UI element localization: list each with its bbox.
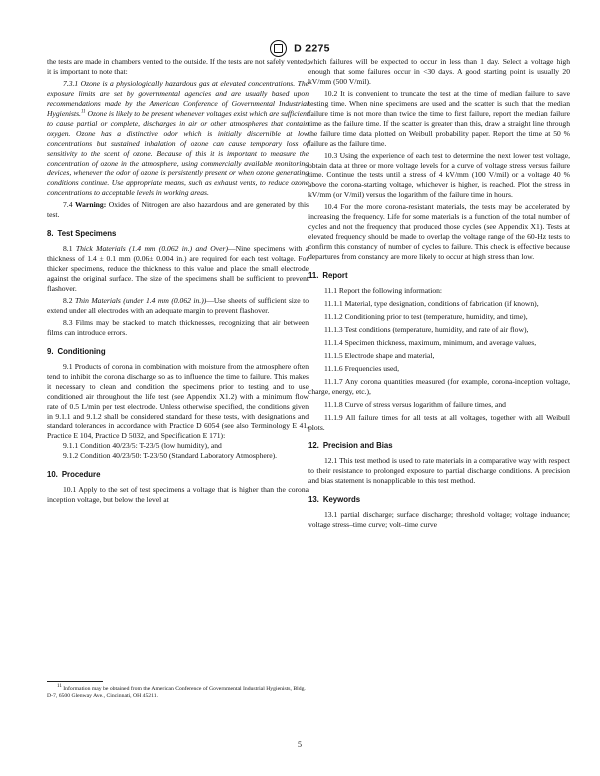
paragraph-9-1: 9.1 Products of corona in combination with moisture from the atmosphere often tend to inhibit the corona discharge so as to influence the time to failure. This makes it necessary to clean and condition the specimens prior to testing and to use conditioned air throughout the life test (see Appendix X1.2) with a minimum flow rate of 0.5 L/min per test electrode. Unless otherwise specified, the conditions given in 9.1.1 and 9.1.2 shall be considered standard for these tests, with designations and standard tolerances in accordance with Practice D 6054 (see also Terminology E 41, Practice E 104, Practice D 5032, and Specification E 171): — [47, 361, 309, 441]
paragraph-9-1-2: 9.1.2 Condition 40/23/50: T-23/50 (Standard Laboratory Atmosphere). — [63, 451, 278, 461]
section-heading-9 — [47, 347, 309, 357]
paragraph-10-1-cont: which failures will be expected to occur in less than 1 day. Select a voltage high enough that some failures occur in <30 days. A good starting point is usually 20 kV/mm (500 V/mil). — [308, 57, 570, 86]
paragraph-10-3: 10.3 Using the experience of each test to determine the next lower test voltage, obtain data at three or more voltage levels for a curve of voltage stress versus failure time. Continue the tests until a stress of 4 kV/mm (100 V/mil) or a voltage 40 % above the corona-starting voltage, whichever is higher, is reached. Plot the stress in kV/mm (or V/mil) versus the logarithm of the failure time in hours. — [308, 150, 570, 200]
paragraph-8-1 — [47, 244, 309, 294]
heading-title: Procedure — [61, 470, 101, 480]
paragraph-7-4 — [47, 200, 309, 220]
paragraph-9-1-1: 9.1.1 Condition 40/23/5: T-23/5 (low humidity), and — [63, 441, 222, 451]
paragraph-10-4: 10.4 For the more corona-resistant materials, the tests may be accelerated by increasing the frequency. Life for some materials is a function of the total number of cycles and not the frequency that produced those cycles (see Appendix X1). Tests at elevated frequency should be made to overlap the voltage range of the 60-Hz tests to confirm this constancy of number of cycles to failure. This check is effective because departures from constancy are more likely to occur at high stress than low. — [308, 202, 570, 262]
p74-rest: Oxides of Nitrogen are also hazardous and are generated by this test. — [47, 200, 310, 220]
paragraph-11-1-4: 11.1.4 Specimen thickness, maximum, minimum, and average values, — [324, 337, 537, 347]
paragraph-11-1-2: 11.1.2 Conditioning prior to test (temperature, humidity, and time), — [324, 311, 528, 321]
p82-rest: —Use sheets of sufficient size to extend under all electrodes with an adequate margin to prevent flashover. — [47, 295, 310, 315]
paragraph-13-1: 13.1 partial discharge; surface discharge; threshold voltage; voltage induance; voltage stress–time curve; volt–time curve — [308, 510, 570, 530]
p731-rest: Ozone is likely to be present whenever voltages exist which are sufficient to cause partial or complete, discharges in air or other atmospheres that contain oxygen. Ozone has a distinctive odor which is initially discernible at low concentrations but sustained inhalation of ozone can cause temporary loss of sensitivity to the scent of ozone. Because of this it is important to measure the concentration of ozone in the atmosphere, using commercially available monitoring devices, whenever the odor of ozone is persistently present or when ozone generating conditions continue. Use appropriate means, such as exhaust vents, to reduce ozone concentrations to acceptable levels in working areas. — [47, 108, 309, 198]
paragraph-11-1-1: 11.1.1 Material, type designation, conditions of fabrication (if known), — [324, 298, 539, 308]
footnote-ref: 11 — [80, 109, 86, 115]
heading-number: 10. — [47, 470, 58, 480]
p74-label: 7.4 — [63, 200, 73, 210]
heading-title: Test Specimens — [57, 229, 117, 239]
paragraph-11-1: 11.1 Report the following information: — [324, 286, 443, 296]
heading-number: 9. — [47, 346, 54, 356]
paragraph-10-1: 10.1 Apply to the set of test specimens a voltage that is higher than the corona inception voltage, but below the level at — [47, 485, 309, 505]
paragraph-11-1-7: 11.1.7 Any corona quantities measured (for example, corona-inception voltage, charge, energy, etc.), — [308, 376, 570, 396]
heading-number: 8. — [47, 229, 54, 239]
paragraph-11-1-5: 11.1.5 Electrode shape and material, — [324, 350, 435, 360]
standard-designation: D 2275 — [294, 42, 330, 55]
section-heading-13 — [308, 495, 570, 505]
heading-title: Report — [322, 271, 348, 281]
section-heading-10 — [47, 470, 309, 480]
p82-italic: Thin Materials (under 1.4 mm (0.062 in.)) — [74, 295, 207, 305]
heading-title: Precision and Bias — [322, 441, 393, 451]
paragraph-10-2: 10.2 It is convenient to truncate the test at the time of median failure to save testing time. When nine specimens are used and the scatter is such that the median failure time is not more than twice the time to first failure, report the median failure time as the failure time. If the scatter is greater than this, draw a straight line through the failure time data plotted on Weibull probability paper. Report the time at 50 % failure as the failure time. — [308, 88, 570, 148]
paragraph-12-1: 12.1 This test method is used to rate materials in a comparative way with respect to their resistance to prolonged exposure to partial discharge conditions. A precision and bias statement is nonapplicable to this test method. — [308, 456, 570, 486]
page-number: 5 — [298, 740, 302, 749]
heading-title: Conditioning — [57, 346, 106, 356]
paragraph-11-1-3: 11.1.3 Test conditions (temperature, humidity, and rate of air flow), — [324, 324, 529, 334]
paragraph-8-2 — [47, 296, 309, 316]
p81-rest: —Nine specimens with a thickness of 1.4 ± 0.1 mm (0.06± 0.004 in.) are required for each test voltage. For thicker specimens, reduce the thickness to this value and place the small electrode against the original surface. The size of the specimens shall be sufficient to prevent flashover. — [47, 244, 309, 294]
p731-text: 7.3.1 Ozone is a physiologically hazardous gas at elevated concentrations. The exposure limits are set by governmental agencies and are usually based upon recommendations made by the American Conference of Governmental Industrial Hygienists. — [47, 78, 309, 118]
heading-title: Keywords — [322, 495, 361, 505]
page-header — [0, 40, 600, 57]
heading-number: 11. — [308, 271, 319, 281]
p82-label: 8.2 — [63, 295, 73, 305]
right-column — [308, 57, 570, 530]
section-heading-8 — [47, 229, 309, 239]
left-column — [47, 57, 309, 505]
p81-label: 8.1 — [63, 244, 73, 254]
heading-number: 12. — [308, 441, 319, 451]
section-heading-12 — [308, 441, 570, 451]
paragraph-7-3-1 — [47, 79, 309, 198]
footnote-marker: 11 — [57, 684, 62, 690]
paragraph-11-1-8: 11.1.8 Curve of stress versus logarithm of failure times, and — [324, 399, 506, 409]
paragraph-11-1-9: 11.1.9 All failure times for all tests at all voltages, together with all Weibull plots. — [308, 412, 570, 432]
paragraph-11-1-6: 11.1.6 Frequencies used, — [324, 363, 400, 373]
heading-number: 13. — [308, 495, 319, 505]
warning-label: Warning: — [75, 200, 107, 210]
footnote — [47, 686, 309, 700]
footnote-text: Information may be obtained from the American Conference of Governmental Industrial Hygienists, Bldg. D-7, 6500 Glenway Ave., Cincinnati, OH 45211. — [47, 686, 306, 700]
astm-logo-icon — [270, 40, 287, 57]
section-heading-11 — [308, 271, 570, 281]
paragraph-intro: the tests are made in chambers vented to the outside. If the tests are not safely vented, it is important to note that: — [47, 57, 309, 76]
footnote-divider — [47, 681, 103, 682]
paragraph-8-3: 8.3 Films may be stacked to match thicknesses, recognizing that air between films can introduce errors. — [47, 317, 309, 337]
p81-italic: Thick Materials (1.4 mm (0.062 in.) and Over) — [75, 244, 228, 254]
